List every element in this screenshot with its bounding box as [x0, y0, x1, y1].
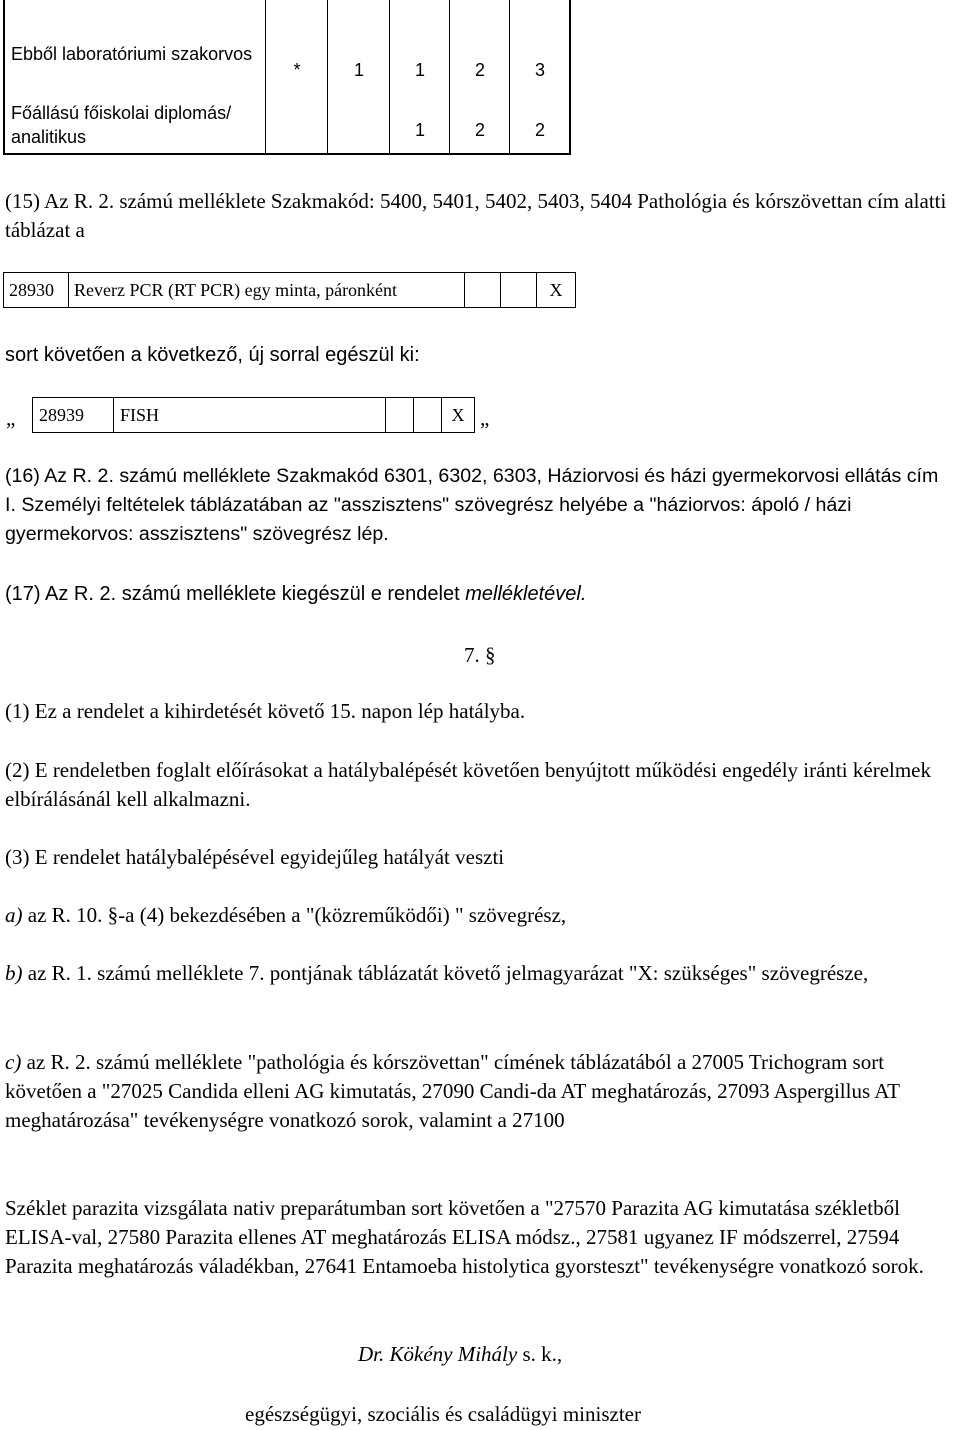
table-divider	[509, 0, 510, 153]
table-cell: 2	[474, 60, 485, 80]
signature-title: egészségügyi, szociális és családügyi miniszter	[245, 1402, 641, 1426]
name-cell: FISH	[120, 405, 160, 425]
table-cell: 1	[414, 60, 425, 80]
table-cell: 1	[353, 60, 364, 80]
mark-cell: X	[549, 280, 563, 300]
mark-cell: X	[451, 405, 465, 425]
table-row-label: Ebből laboratóriumi szakorvos	[11, 44, 253, 64]
item-c-text: az R. 2. számú melléklete "pathológia és kórszövettan" címének táblázatából a 27005 Trichogram sort követően a "27025 Candida elleni AG kimutatás, 27090 Candi-da AT meghatározás, 27093 Aspergillus AT meghatározása" tevékenységre vonatkozó sorok, valamint a 27100	[5, 1050, 900, 1132]
paragraph-17-italic: mellékletével.	[465, 583, 587, 605]
section-7-heading: 7. §	[464, 643, 496, 667]
paragraph-7-2: (2) E rendeletben foglalt előírásokat a hatálybalépését követően benyújtott működési engedély iránti kérelmek elbírálásánál kell alkalmazni.	[5, 758, 931, 811]
table-cell: 2	[534, 120, 545, 140]
table-divider	[500, 273, 501, 307]
paragraph-szeklet: Széklet parazita vizsgálata nativ preparátumban sort követően a "27570 Parazita AG kimutatása székletből ELISA-val, 27580 Parazita ellenes AT meghatározás ELISA módsz., 27581 ugyanez IF módszerrel, 27594 Parazita meghatározás váladékban, 27641 Entamoeba histolytica gyorsteszt" tevékenységre vonatkozó sorok.	[5, 1196, 924, 1278]
table-divider	[68, 273, 69, 307]
table-divider	[449, 0, 450, 153]
table-divider	[413, 398, 414, 432]
quote-close: „	[480, 406, 490, 430]
table-cell: *	[293, 60, 301, 80]
table-divider	[327, 0, 328, 153]
table-divider	[265, 0, 266, 153]
table-divider	[464, 273, 465, 307]
name-cell: Reverz PCR (RT PCR) egy minta, páronként	[74, 280, 398, 300]
table-cell: 2	[474, 120, 485, 140]
code-table-28930	[3, 272, 576, 308]
item-b	[5, 959, 952, 988]
code-cell: 28930	[9, 280, 54, 300]
table-divider	[385, 398, 386, 432]
table-row-label: Főállású főiskolai diplomás/ analitikus	[11, 103, 232, 147]
item-c	[5, 1048, 952, 1135]
item-a	[5, 901, 952, 930]
paragraph-sort: sort követően a következő, új sorral egészül ki:	[5, 344, 420, 366]
paragraph-17	[5, 580, 952, 609]
signature-name: Dr. Kökény Mihály	[358, 1342, 518, 1366]
item-c-letter: c)	[5, 1050, 22, 1074]
table-divider	[389, 0, 390, 153]
quote-open: „	[6, 406, 16, 430]
table-cell: 3	[534, 60, 545, 80]
paragraph-17-text: (17) Az R. 2. számú melléklete kiegészül e rendelet	[5, 583, 466, 605]
signature-line	[358, 1340, 562, 1369]
item-b-letter: b)	[5, 961, 23, 985]
code-table-28939	[32, 397, 475, 433]
paragraph-15: (15) Az R. 2. számú melléklete Szakmakód: 5400, 5401, 5402, 5403, 5404 Pathológia és kórszövettan cím alatti táblázat a	[5, 189, 947, 242]
item-a-letter: a)	[5, 903, 23, 927]
signature-suffix: s. k.,	[517, 1342, 563, 1366]
item-a-text: az R. 10. §-a (4) bekezdésében a "(közreműködői) " szövegrész,	[22, 903, 567, 927]
table-cell: 1	[414, 120, 425, 140]
paragraph-7-1: (1) Ez a rendelet a kihirdetését követő 15. napon lép hatályba.	[5, 699, 526, 723]
item-b-text: az R. 1. számú melléklete 7. pontjának táblázatát követő jelmagyarázat "X: szükséges" szövegrésze,	[22, 961, 869, 985]
code-cell: 28939	[39, 405, 84, 425]
paragraph-16: (16) Az R. 2. számú melléklete Szakmakód 6301, 6302, 6303, Háziorvosi és házi gyermekorvosi ellátás cím I. Személyi feltételek táblázatában az "asszisztens" szövegrész helyébe a "háziorvos: ápoló / házi gyermekorvos: asszisztens" szövegrész lép.	[5, 465, 939, 545]
paragraph-7-3: (3) E rendelet hatálybalépésével egyidejűleg hatályát veszti	[5, 845, 505, 869]
table-divider	[113, 398, 114, 432]
top-table	[3, 0, 571, 155]
